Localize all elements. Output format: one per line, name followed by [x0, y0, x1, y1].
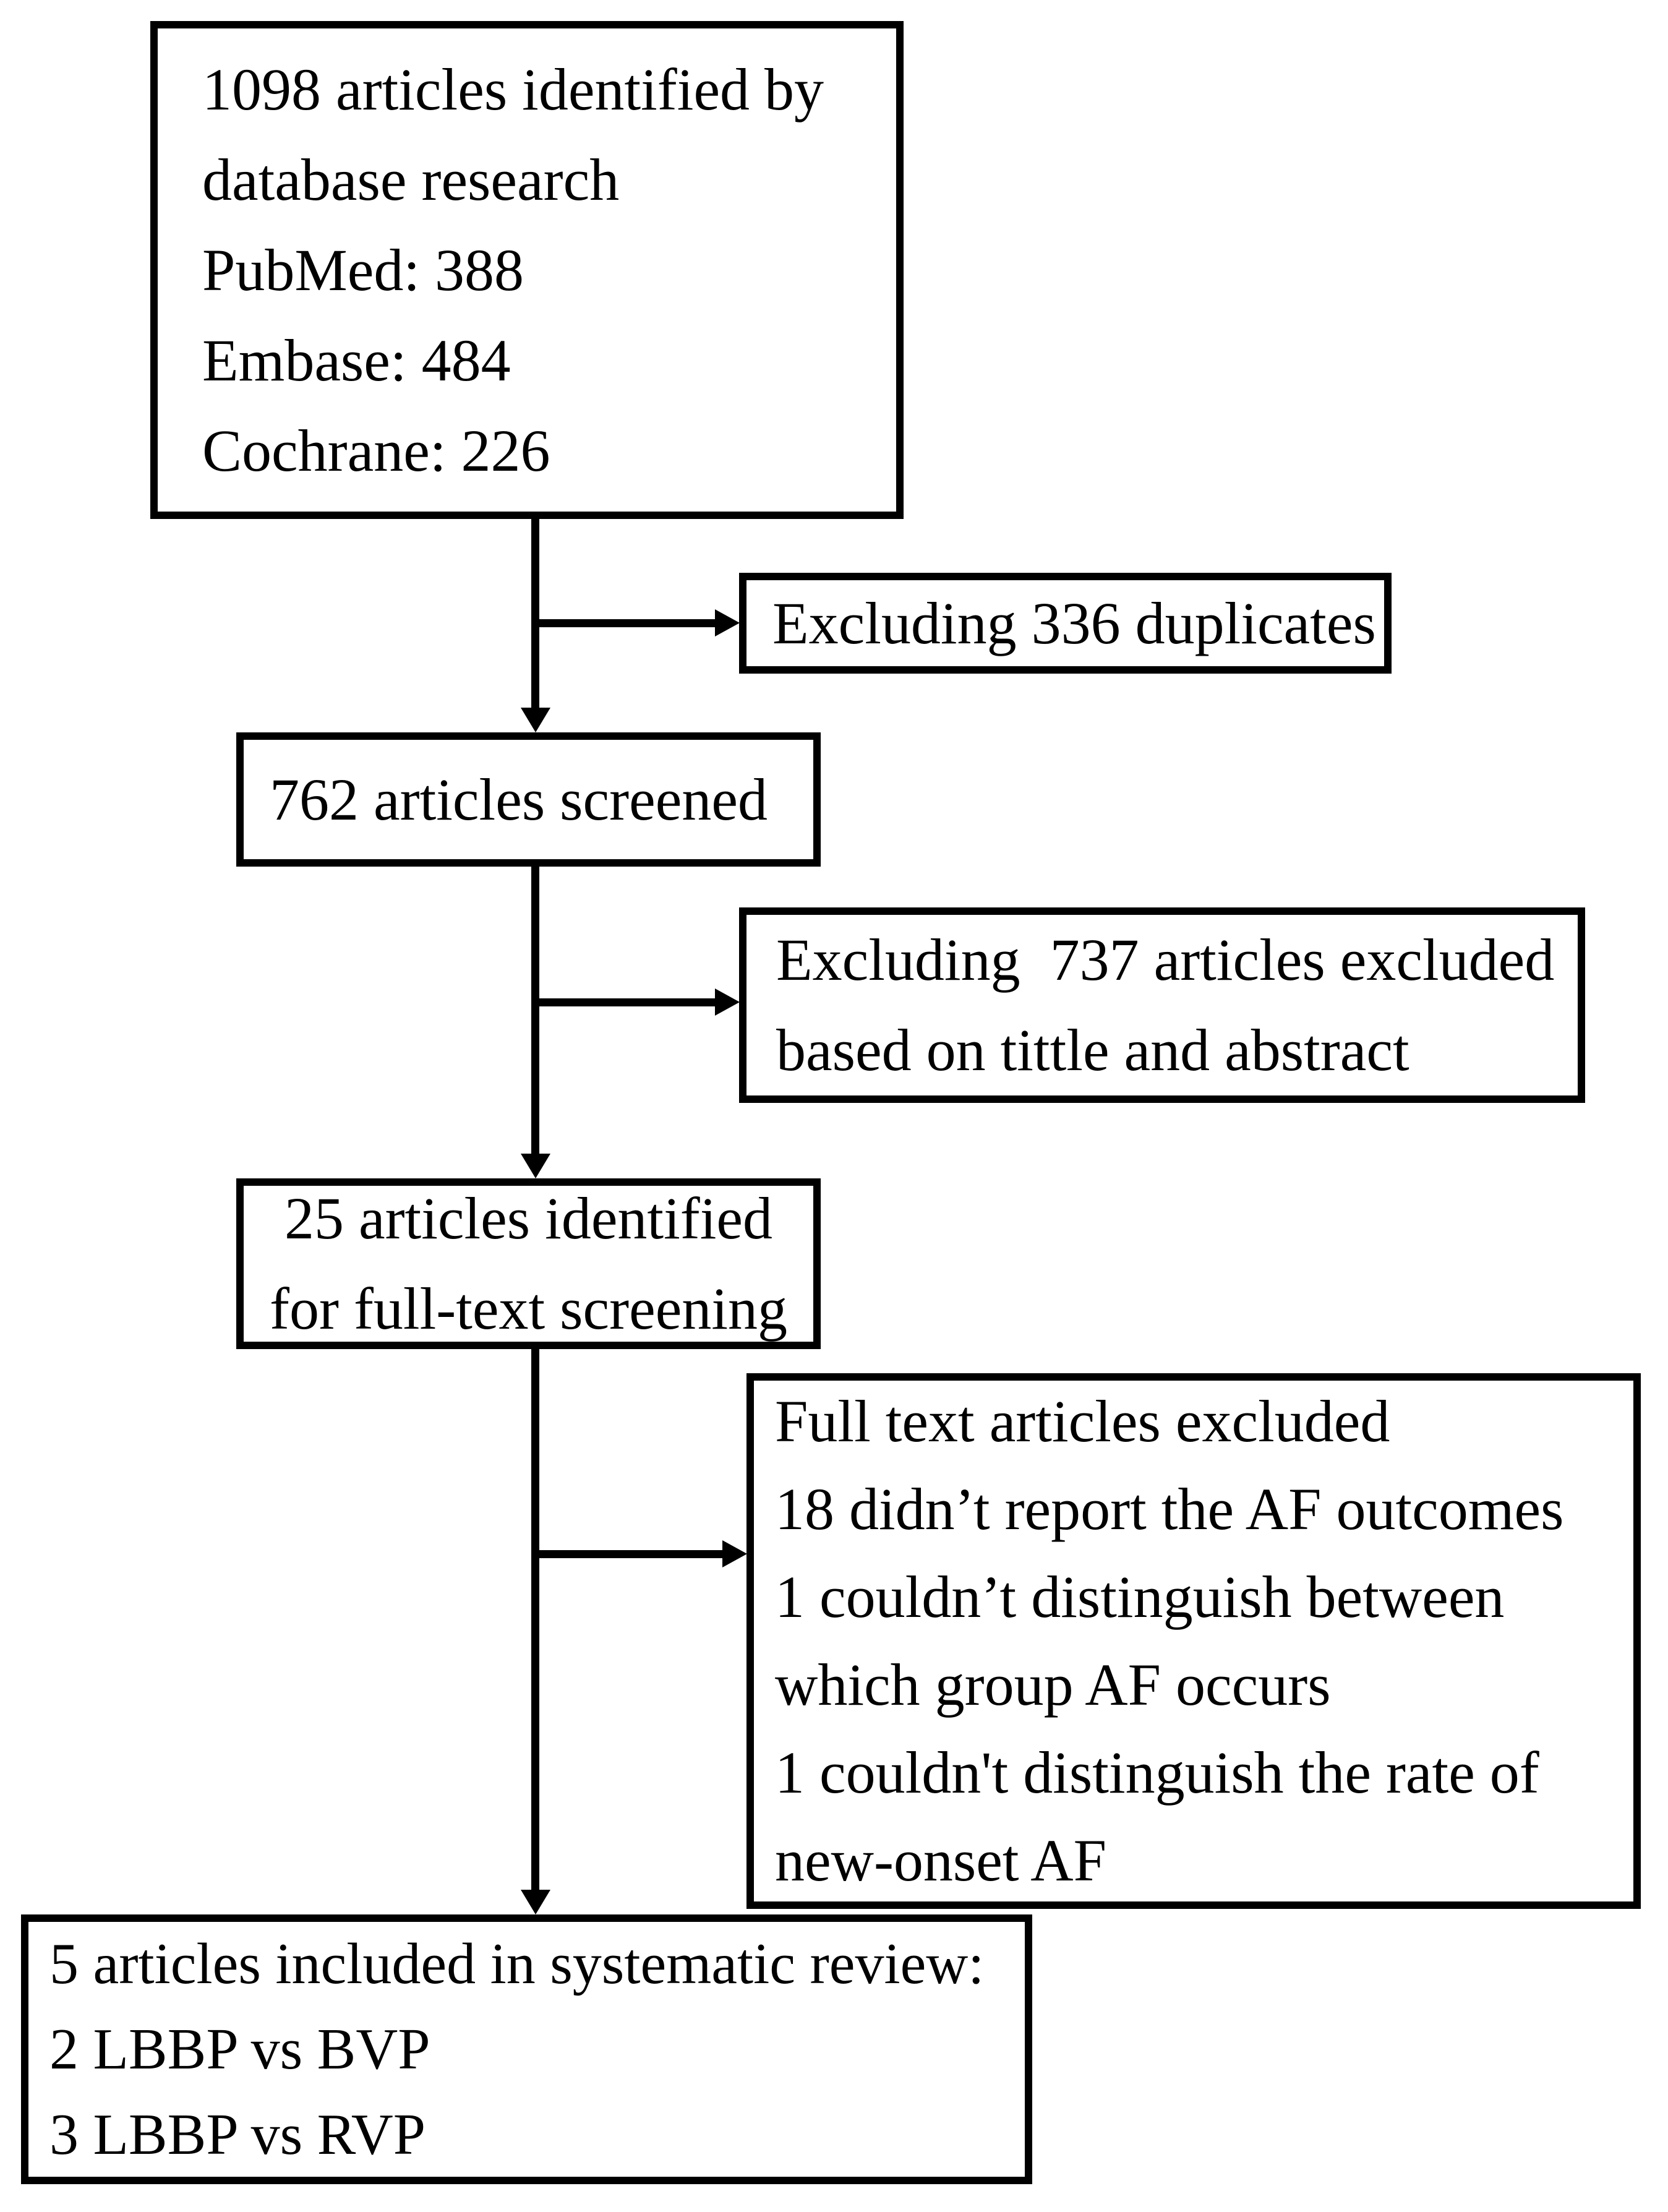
connector-vertical-identified-to-screened — [531, 519, 539, 712]
arrowhead-right-into-duplicates — [715, 609, 740, 637]
box-fulltext-excluded-line-5: 1 couldn't distinguish the rate of — [775, 1739, 1539, 1806]
box-included-review-line-2: 2 LBBP vs BVP — [49, 2017, 430, 2081]
box-fulltext-excluded-line-6: new-onset AF — [775, 1827, 1106, 1893]
box-excluding-title-abstract-line-1: Excluding 737 articles excluded — [776, 927, 1555, 993]
arrowhead-right-into-fulltext-excluded — [722, 1540, 747, 1567]
box-excluding-duplicates-line-1: Excluding 336 duplicates — [772, 589, 1376, 656]
arrowhead-down-into-screened — [521, 708, 550, 732]
box-fulltext-screening-line-2: for full-text screening — [270, 1275, 787, 1342]
box-fulltext-excluded-line-1: Full text articles excluded — [775, 1388, 1390, 1454]
box-included-review — [21, 1914, 1032, 2184]
box-excluding-title-abstract — [739, 907, 1585, 1103]
box-database-identified-line-3: PubMed: 388 — [202, 236, 524, 303]
box-fulltext-excluded — [746, 1373, 1641, 1909]
box-database-identified-line-2: database research — [202, 146, 620, 213]
arrowhead-down-into-included — [521, 1890, 550, 1914]
connector-vertical-fulltext-to-included — [531, 1349, 539, 1891]
box-database-identified — [150, 21, 904, 519]
box-included-review-line-1: 5 articles included in systematic review: — [49, 1932, 985, 1996]
box-database-identified-line-1: 1098 articles identified by — [202, 56, 824, 122]
arrowhead-right-into-title-abstract — [715, 988, 740, 1016]
connector-branch-title-abstract — [531, 998, 717, 1006]
box-articles-screened-line-1: 762 articles screened — [270, 766, 768, 833]
box-included-review-line-3: 3 LBBP vs RVP — [49, 2103, 426, 2167]
box-fulltext-excluded-line-2: 18 didn’t report the AF outcomes — [775, 1476, 1564, 1542]
box-excluding-title-abstract-line-2: based on tittle and abstract — [776, 1017, 1409, 1083]
box-fulltext-excluded-line-4: which group AF occurs — [775, 1652, 1331, 1718]
box-excluding-duplicates — [739, 573, 1392, 674]
box-database-identified-line-4: Embase: 484 — [202, 327, 511, 393]
box-articles-screened — [236, 732, 821, 867]
box-fulltext-screening-line-1: 25 articles identified — [284, 1185, 773, 1251]
connector-branch-fulltext-excluded — [531, 1550, 724, 1558]
connector-vertical-screened-to-fulltext — [531, 867, 539, 1155]
box-fulltext-excluded-line-3: 1 couldn’t distinguish between — [775, 1564, 1505, 1630]
box-fulltext-screening — [236, 1178, 821, 1349]
connector-branch-duplicates — [531, 619, 717, 627]
box-database-identified-line-5: Cochrane: 226 — [202, 417, 550, 484]
